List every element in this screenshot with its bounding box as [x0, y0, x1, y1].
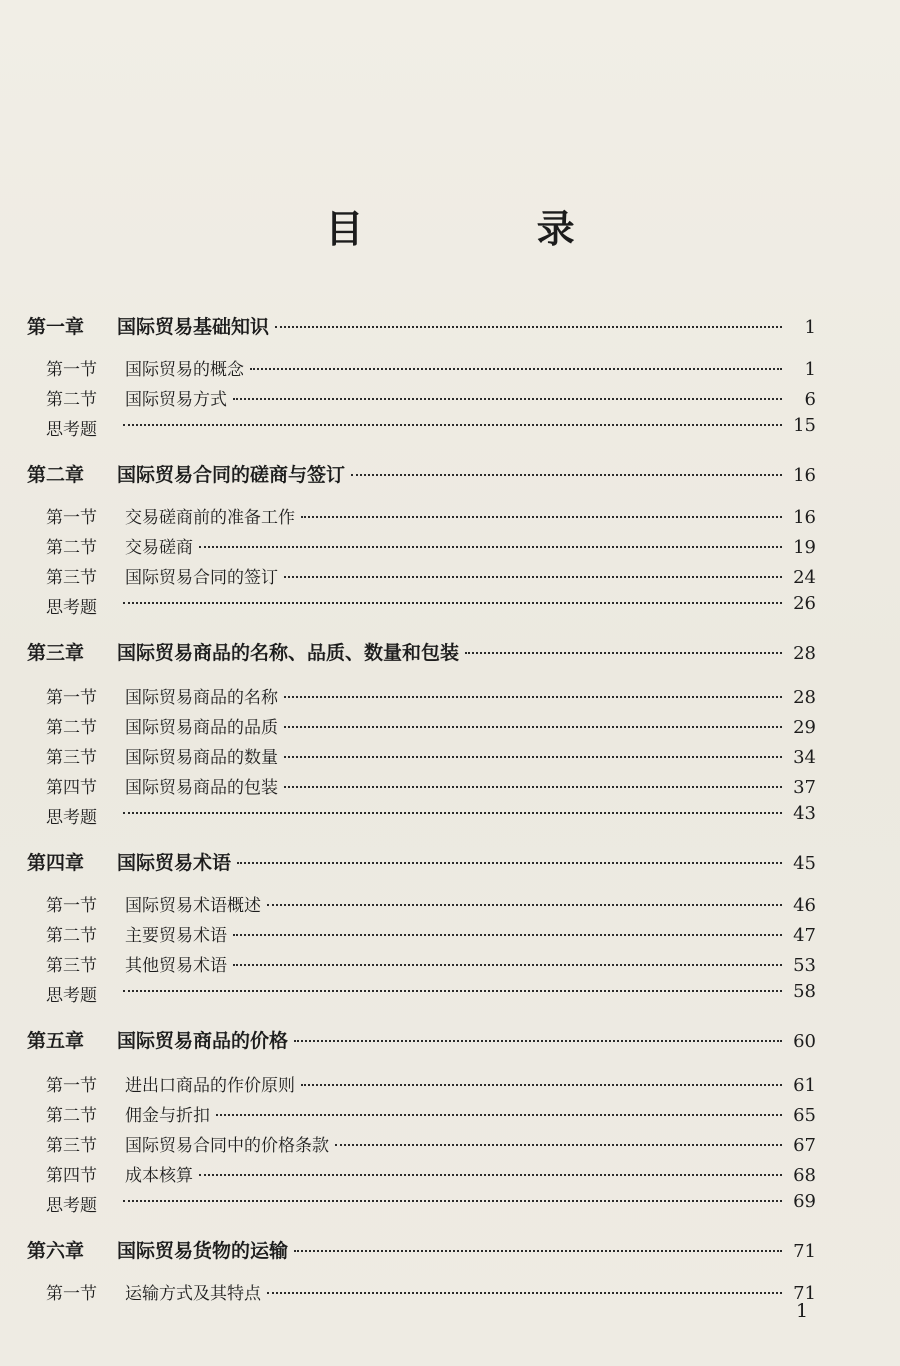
toc-label: 第三章 — [27, 642, 85, 664]
leader-dots — [284, 696, 782, 698]
toc-title: 成本核算 — [125, 1166, 193, 1186]
toc-title: 国际贸易方式 — [125, 390, 227, 410]
toc-label: 第五章 — [27, 1030, 85, 1052]
toc-chapter-row — [0, 848, 900, 876]
toc-page-number: 1 — [804, 317, 816, 338]
toc-section-row — [0, 683, 900, 711]
toc-title: 运输方式及其特点 — [125, 1284, 261, 1304]
toc-section-row — [0, 773, 900, 801]
leader-dots — [199, 1174, 782, 1176]
toc-section-row — [0, 891, 900, 919]
leader-dots — [465, 652, 782, 654]
toc-label: 第二节 — [46, 718, 97, 738]
toc-page-number: 53 — [793, 955, 816, 976]
toc-page-number: 29 — [793, 717, 816, 738]
leader-dots — [250, 368, 782, 370]
leader-dots — [301, 516, 782, 518]
toc-section-row — [0, 385, 900, 413]
toc-section-row — [0, 803, 900, 831]
toc-label: 第四节 — [46, 778, 97, 798]
toc-page-number: 61 — [793, 1075, 816, 1096]
toc-label: 第三节 — [46, 748, 97, 768]
toc-section-row — [0, 533, 900, 561]
page-title: 目 录 — [325, 207, 655, 251]
toc-page-number: 19 — [793, 537, 816, 558]
toc-section-row — [0, 1279, 900, 1307]
leader-dots — [267, 1292, 782, 1294]
toc-section-row — [0, 921, 900, 949]
toc-page-number: 43 — [793, 803, 816, 824]
leader-dots — [335, 1144, 782, 1146]
leader-dots — [123, 812, 782, 814]
leader-dots — [284, 576, 782, 578]
leader-dots — [284, 786, 782, 788]
leader-dots — [233, 398, 782, 400]
toc-page-number: 28 — [793, 687, 816, 708]
toc-label: 第一节 — [46, 508, 97, 528]
leader-dots — [284, 726, 782, 728]
toc-chapter-row — [0, 638, 900, 666]
toc-label: 第二节 — [46, 390, 97, 410]
toc-label: 第四节 — [46, 1166, 97, 1186]
toc-section-row — [0, 1071, 900, 1099]
toc-section-row — [0, 1161, 900, 1189]
toc-label: 第六章 — [27, 1240, 85, 1262]
toc-label: 思考题 — [46, 420, 97, 440]
leader-dots — [123, 990, 782, 992]
toc-section-row — [0, 1191, 900, 1219]
toc-title: 国际贸易货物的运输 — [117, 1240, 289, 1262]
toc-title: 国际贸易商品的品质 — [125, 718, 278, 738]
toc-section-row — [0, 1101, 900, 1129]
toc-page-number: 67 — [793, 1135, 816, 1156]
toc-page-number: 26 — [793, 593, 816, 614]
page-number: 1 — [796, 1300, 809, 1322]
toc-page-number: 28 — [793, 643, 816, 664]
leader-dots — [284, 756, 782, 758]
toc-label: 第一节 — [46, 1284, 97, 1304]
toc-title: 国际贸易合同的磋商与签订 — [117, 464, 346, 486]
toc-section-row — [0, 743, 900, 771]
leader-dots — [216, 1114, 782, 1116]
toc-page-number: 47 — [793, 925, 816, 946]
toc-label: 第三节 — [46, 956, 97, 976]
leader-dots — [301, 1084, 782, 1086]
toc-section-row — [0, 355, 900, 383]
toc-title: 国际贸易术语 — [117, 852, 232, 874]
toc-label: 第二节 — [46, 1106, 97, 1126]
toc-page-number: 71 — [793, 1283, 816, 1304]
toc-title: 国际贸易术语概述 — [125, 896, 261, 916]
toc-chapter-row — [0, 460, 900, 488]
leader-dots — [123, 602, 782, 604]
toc-label: 第一节 — [46, 688, 97, 708]
toc-title: 交易磋商前的准备工作 — [125, 508, 295, 528]
toc-label: 第三节 — [46, 568, 97, 588]
toc-title: 国际贸易商品的数量 — [125, 748, 278, 768]
toc-title: 国际贸易合同的签订 — [125, 568, 278, 588]
toc-label: 第一节 — [46, 360, 97, 380]
toc-section-row — [0, 503, 900, 531]
toc-title: 国际贸易商品的名称、品质、数量和包装 — [117, 642, 460, 664]
toc-page-number: 45 — [793, 853, 816, 874]
toc-label: 第一节 — [46, 1076, 97, 1096]
toc-title: 国际贸易商品的价格 — [117, 1030, 289, 1052]
leader-dots — [233, 964, 782, 966]
toc-label: 第二节 — [46, 926, 97, 946]
leader-dots — [351, 474, 782, 476]
toc-page-number: 16 — [793, 507, 816, 528]
toc-page-number: 60 — [793, 1031, 816, 1052]
toc-title: 国际贸易商品的包装 — [125, 778, 278, 798]
toc-title: 交易磋商 — [125, 538, 193, 558]
toc-page-number: 24 — [793, 567, 816, 588]
toc-section-row — [0, 981, 900, 1009]
leader-dots — [237, 862, 782, 864]
toc-label: 第一章 — [27, 316, 85, 338]
toc-label: 思考题 — [46, 986, 97, 1006]
leader-dots — [123, 424, 782, 426]
toc-title: 国际贸易合同中的价格条款 — [125, 1136, 329, 1156]
toc-chapter-row — [0, 1236, 900, 1264]
toc-page-number: 6 — [804, 389, 816, 410]
toc-page-number: 68 — [793, 1165, 816, 1186]
toc-section-row — [0, 593, 900, 621]
toc-page-number: 65 — [793, 1105, 816, 1126]
toc-title: 国际贸易基础知识 — [117, 316, 270, 338]
toc-section-row — [0, 713, 900, 741]
leader-dots — [123, 1200, 782, 1202]
toc-section-row — [0, 563, 900, 591]
toc-label: 第二章 — [27, 464, 85, 486]
toc-page-number: 71 — [793, 1241, 816, 1262]
toc-section-row — [0, 951, 900, 979]
toc-section-row — [0, 1131, 900, 1159]
toc-label: 第三节 — [46, 1136, 97, 1156]
leader-dots — [267, 904, 782, 906]
leader-dots — [233, 934, 782, 936]
toc-title: 进出口商品的作价原则 — [125, 1076, 295, 1096]
toc-label: 第四章 — [27, 852, 85, 874]
toc-page-number: 16 — [793, 465, 816, 486]
toc-page-number: 58 — [793, 981, 816, 1002]
toc-title: 国际贸易的概念 — [125, 360, 244, 380]
leader-dots — [275, 326, 782, 328]
leader-dots — [294, 1250, 782, 1252]
toc-page-number: 46 — [793, 895, 816, 916]
leader-dots — [294, 1040, 782, 1042]
toc-label: 思考题 — [46, 1196, 97, 1216]
toc-chapter-row — [0, 312, 900, 340]
toc-label: 思考题 — [46, 598, 97, 618]
toc-title: 其他贸易术语 — [125, 956, 227, 976]
toc-label: 第一节 — [46, 896, 97, 916]
toc-page-number: 15 — [793, 415, 816, 436]
toc-section-row — [0, 415, 900, 443]
toc-title: 国际贸易商品的名称 — [125, 688, 278, 708]
toc-page-number: 37 — [793, 777, 816, 798]
leader-dots — [199, 546, 782, 548]
toc-title: 佣金与折扣 — [125, 1106, 210, 1126]
toc-chapter-row — [0, 1026, 900, 1054]
toc-page-number: 1 — [804, 359, 816, 380]
toc-page-number: 34 — [793, 747, 816, 768]
toc-page-number: 69 — [793, 1191, 816, 1212]
toc-label: 思考题 — [46, 808, 97, 828]
toc-title: 主要贸易术语 — [125, 926, 227, 946]
toc-label: 第二节 — [46, 538, 97, 558]
